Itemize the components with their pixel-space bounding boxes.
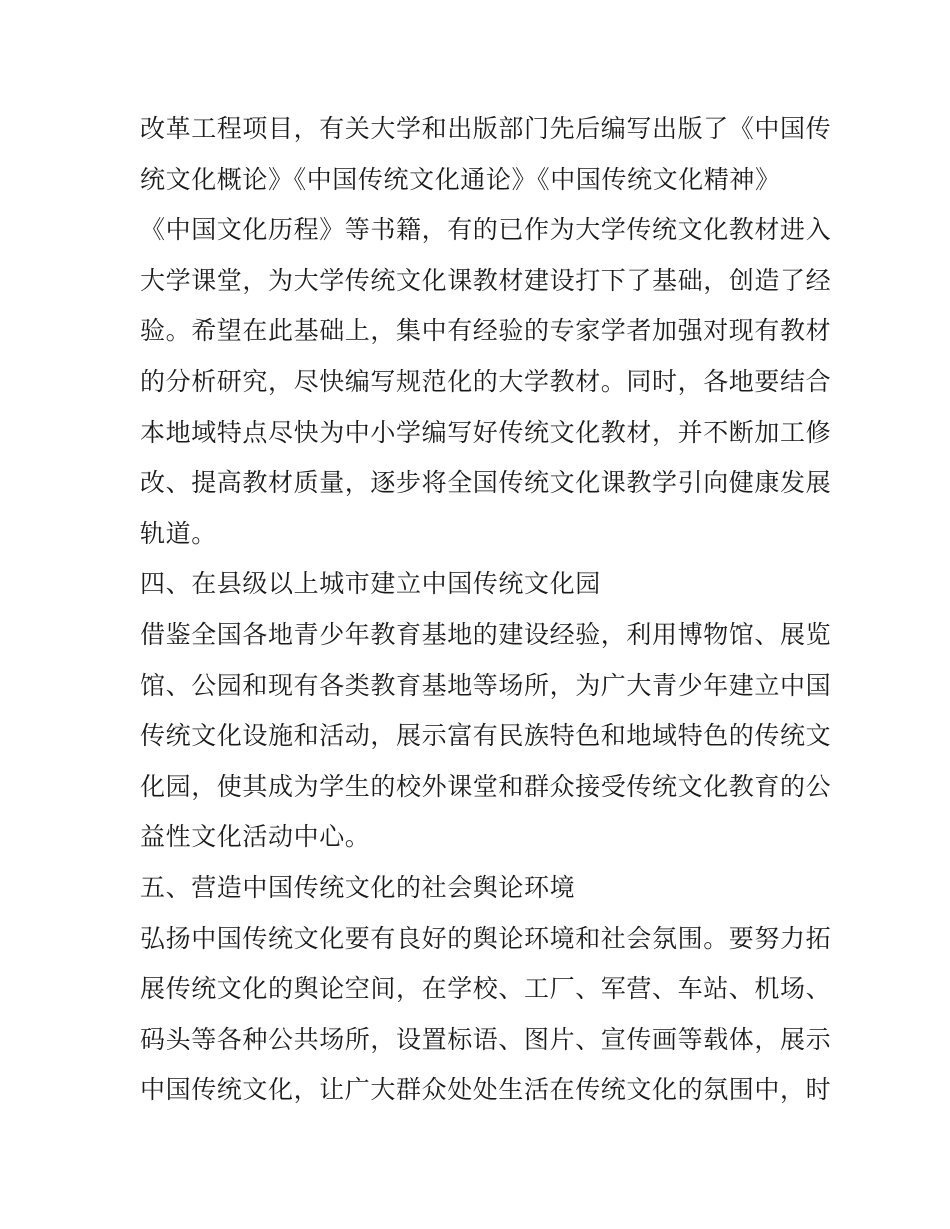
text-line: 验。希望在此基础上，集中有经验的专家学者加强对现有教材 — [140, 316, 832, 346]
text-line: 弘扬中国传统文化要有良好的舆论环境和社会氛围。要努力拓 — [140, 923, 832, 953]
text-line: 的分析研究，尽快编写规范化的大学教材。同时，各地要结合 — [140, 366, 832, 396]
text-line: 统文化概论》《中国传统文化通论》《中国传统文化精神》 — [140, 164, 781, 194]
text-line: 大学课堂，为大学传统文化课教材建设打下了基础，创造了经 — [140, 265, 832, 295]
text-line: 化园，使其成为学生的校外课堂和群众接受传统文化教育的公 — [140, 771, 832, 801]
text-line: 码头等各种公共场所，设置标语、图片、宣传画等载体，展示 — [140, 1024, 832, 1054]
document-body — [140, 104, 832, 1116]
text-line: 馆、公园和现有各类教育基地等场所，为广大青少年建立中国 — [140, 670, 832, 700]
text-line: 传统文化设施和活动，展示富有民族特色和地域特色的传统文 — [140, 721, 832, 751]
section-heading: 四、在县级以上城市建立中国传统文化园 — [140, 569, 601, 599]
text-line: 轨道。 — [140, 518, 217, 548]
text-line: 本地域特点尽快为中小学编写好传统文化教材，并不断加工修 — [140, 417, 832, 447]
text-line: 展传统文化的舆论空间，在学校、工厂、军营、车站、机场、 — [140, 974, 832, 1004]
text-line: 借鉴全国各地青少年教育基地的建设经验，利用博物馆、展览 — [140, 619, 832, 649]
text-line: 《中国文化历程》等书籍，有的已作为大学传统文化教材进入 — [140, 215, 832, 245]
text-line: 中国传统文化，让广大群众处处生活在传统文化的氛围中，时 — [140, 1075, 832, 1105]
text-line: 益性文化活动中心。 — [140, 822, 371, 852]
text-line: 改、提高教材质量，逐步将全国传统文化课教学引向健康发展 — [140, 468, 832, 498]
section-heading: 五、营造中国传统文化的社会舆论环境 — [140, 872, 576, 902]
text-line: 改革工程项目，有关大学和出版部门先后编写出版了《中国传 — [140, 114, 832, 143]
